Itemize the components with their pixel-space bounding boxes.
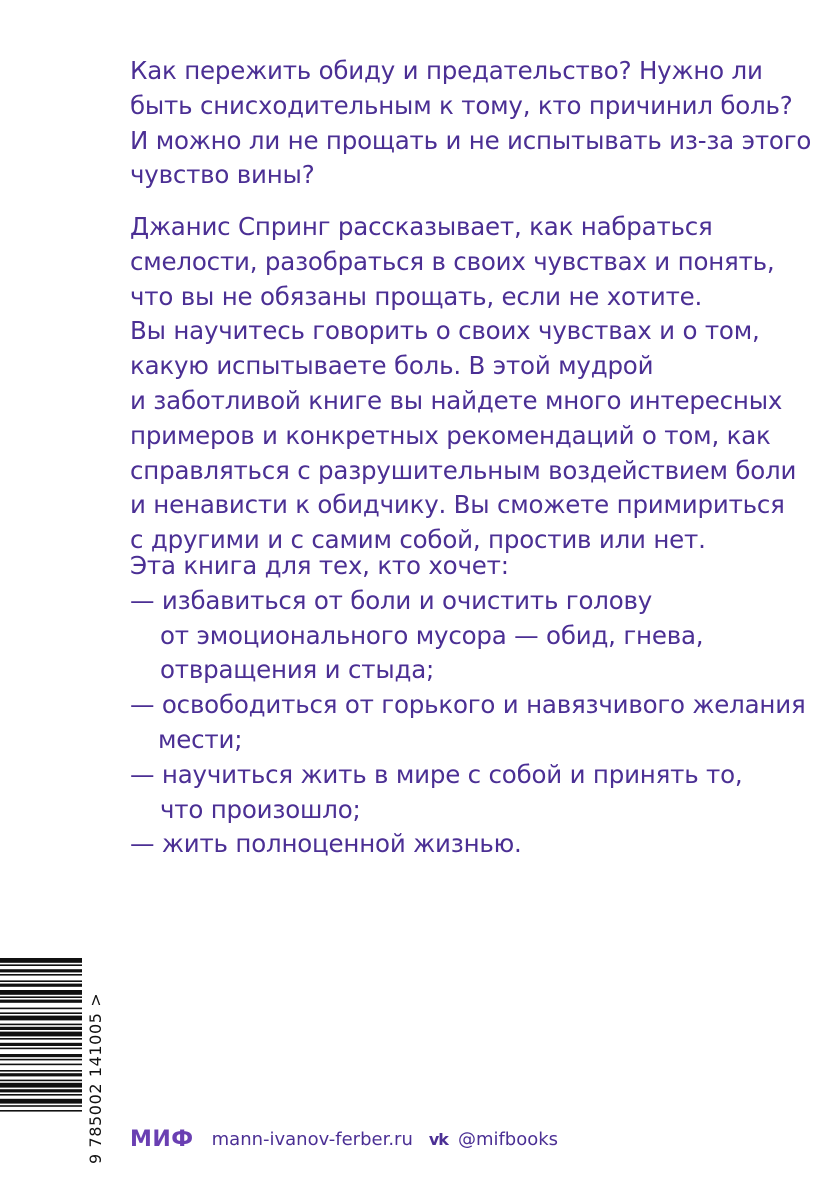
barcode-bar <box>0 1054 82 1057</box>
publisher-footer <box>130 1123 558 1155</box>
barcode-bar <box>0 1012 82 1014</box>
barcode-bar <box>0 980 82 982</box>
barcode-bars <box>0 950 86 1190</box>
text-line: что вы не обязаны прощать, если не хотите. <box>130 281 703 311</box>
barcode-bar <box>0 990 82 995</box>
barcode-bar <box>0 958 82 963</box>
text-line: Джанис Спринг рассказывает, как набраться <box>130 212 713 241</box>
list-item: — научиться жить в мире с собой и принять то, <box>130 759 743 789</box>
barcode-number: 9 785002 141005 > <box>86 992 105 1164</box>
list-item: — избавиться от боли и очистить голову <box>130 585 653 615</box>
text-line: примеров и конкретных рекомендаций о том, как <box>130 420 771 450</box>
vk-icon[interactable]: vk <box>428 1129 448 1149</box>
text-line: Вы научитесь говорить о своих чувствах и о том, <box>130 316 760 346</box>
barcode-bar <box>0 1105 82 1107</box>
text-line: И можно ли не прощать и не испытывать из-за этого <box>130 125 812 155</box>
website-link[interactable]: mann-ivanov-ferber.ru <box>211 1128 413 1150</box>
text-line: Как пережить обиду и предательство? Нужно ли <box>130 56 763 85</box>
list-intro: Эта книга для тех, кто хочет: <box>130 551 509 580</box>
barcode-bar <box>0 1016 82 1021</box>
text-line: какую испытываете боль. В этой мудрой <box>130 351 654 381</box>
barcode-bar <box>0 1027 82 1030</box>
barcode-bar <box>0 969 82 972</box>
barcode <box>0 950 100 1200</box>
barcode-bar <box>0 1008 82 1010</box>
paragraph-2 <box>130 210 797 558</box>
barcode-bar <box>0 1089 82 1092</box>
list-item: — освободиться от горького и навязчивого желания <box>130 690 806 720</box>
list-item-continuation: от эмоционального мусора — обид, гнева, <box>160 620 704 650</box>
barcode-bar <box>0 1094 82 1096</box>
list-item-continuation: что произошло; <box>160 794 361 824</box>
barcode-bar <box>0 1073 82 1076</box>
barcode-bar <box>0 1110 82 1112</box>
text-line: с другими и с самим собой, простив или нет. <box>130 525 706 555</box>
barcode-bar <box>0 974 82 976</box>
barcode-bar <box>0 996 82 998</box>
barcode-digits <box>86 948 106 1164</box>
barcode-bar <box>0 1000 82 1003</box>
text-line: быть снисходительным к тому, кто причинил боль? <box>130 90 793 120</box>
barcode-bar <box>0 984 82 987</box>
barcode-bar <box>0 1032 82 1037</box>
barcode-bar <box>0 1048 82 1050</box>
barcode-bar <box>0 1083 82 1088</box>
barcode-bar <box>0 1059 82 1061</box>
text-line: смелости, разобраться в своих чувствах и понять, <box>130 246 775 276</box>
text-line: и ненависти к обидчику. Вы сможете примириться <box>130 490 785 520</box>
barcode-bar <box>0 1099 82 1104</box>
publisher-logo: МИФ <box>130 1126 194 1152</box>
barcode-bar <box>0 1024 82 1026</box>
text-line: справляться с разрушительным воздействием боли <box>130 455 797 485</box>
barcode-bar <box>0 1070 82 1072</box>
paragraph-1 <box>130 54 812 193</box>
text-line: и заботливой книге вы найдете много интересных <box>130 385 783 415</box>
text-line: чувство вины? <box>130 160 315 190</box>
social-handle[interactable]: @mifbooks <box>457 1128 559 1150</box>
barcode-bar <box>0 1043 82 1046</box>
list-item-continuation: отвращения и стыда; <box>160 655 435 685</box>
barcode-bar <box>0 964 82 966</box>
audience-list <box>130 549 806 862</box>
barcode-bar <box>0 1064 82 1066</box>
list-item: — жить полноценной жизнью. <box>130 829 522 859</box>
barcode-bar <box>0 1038 82 1040</box>
list-item-continuation: мести; <box>158 724 243 754</box>
barcode-bar <box>0 1080 82 1082</box>
